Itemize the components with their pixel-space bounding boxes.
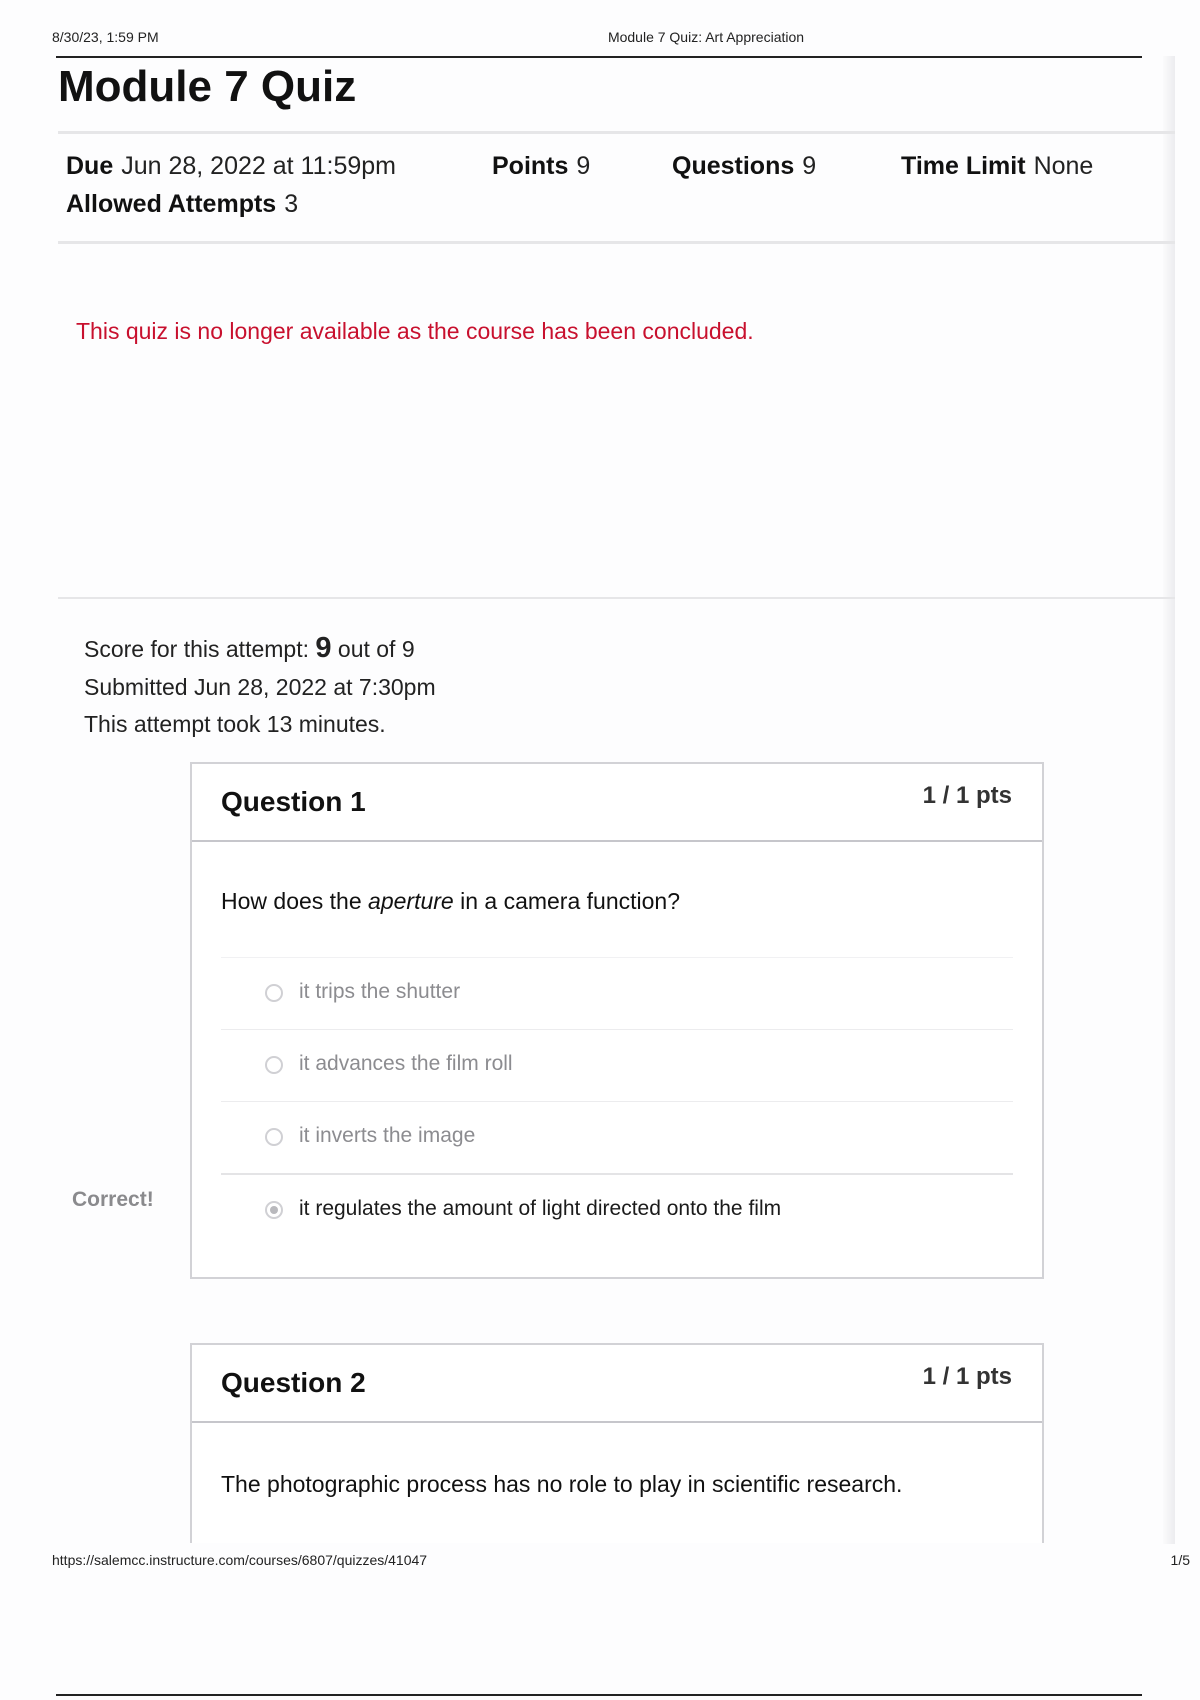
question-text-start: How does the xyxy=(221,888,369,914)
page-title: Module 7 Quiz xyxy=(58,62,357,111)
question-text: The photographic process has no role to play in scientific research. xyxy=(221,1471,903,1497)
radio-button[interactable] xyxy=(265,1056,283,1074)
questions-value: 9 xyxy=(802,152,817,180)
time-limit-label: Time Limit xyxy=(901,152,1026,180)
print-date: 8/30/23, 1:59 PM xyxy=(52,29,159,45)
radio-button[interactable] xyxy=(265,984,283,1002)
attempt-divider xyxy=(58,597,1175,599)
answer-option-selected xyxy=(221,1173,1013,1247)
due-date xyxy=(66,152,396,181)
time-limit-value: None xyxy=(1033,152,1094,180)
points-value: 9 xyxy=(576,152,591,180)
allowed-attempts xyxy=(66,190,298,219)
attempt-score xyxy=(84,632,415,665)
print-url: https://salemcc.instructure.com/courses/6807/quizzes/41047 xyxy=(52,1552,428,1568)
question-card-2 xyxy=(190,1343,1044,1543)
next-page-divider xyxy=(56,1694,1142,1696)
score-prefix: Score for this attempt: xyxy=(84,636,309,662)
question-card-1 xyxy=(190,762,1044,1279)
submitted-date: Submitted Jun 28, 2022 at 7:30pm xyxy=(84,674,436,700)
answer-label: it trips the shutter xyxy=(299,980,461,1003)
page-edge-shadow xyxy=(1163,56,1175,1544)
question-header xyxy=(192,764,1042,842)
question-title: Question 1 xyxy=(221,786,366,817)
print-page-number: 1/5 xyxy=(1170,1552,1190,1568)
answer-option xyxy=(221,1101,1013,1174)
title-divider xyxy=(58,131,1175,134)
print-document-title: Module 7 Quiz: Art Appreciation xyxy=(607,29,805,45)
header-divider xyxy=(56,56,1142,58)
due-value: Jun 28, 2022 at 11:59pm xyxy=(121,152,396,180)
questions-info xyxy=(672,152,816,181)
question-title: Question 2 xyxy=(221,1367,366,1398)
attempts-value: 3 xyxy=(284,190,299,218)
attempt-duration: This attempt took 13 minutes. xyxy=(84,711,386,737)
answer-option xyxy=(221,1029,1013,1102)
answer-label: it advances the film roll xyxy=(299,1052,513,1075)
answer-label: it regulates the amount of light directed onto the film xyxy=(299,1197,782,1220)
question-header xyxy=(192,1345,1042,1423)
correct-indicator: Correct! xyxy=(72,1188,154,1211)
question-points: 1 / 1 pts xyxy=(922,1363,1012,1390)
question-text-emphasis: aperture xyxy=(368,888,454,914)
question-points: 1 / 1 pts xyxy=(922,782,1012,809)
question-text-end: in a camera function? xyxy=(453,888,680,914)
answer-label: it inverts the image xyxy=(299,1124,476,1147)
score-suffix: out of 9 xyxy=(337,636,415,662)
radio-button-selected[interactable] xyxy=(265,1201,283,1219)
points-info xyxy=(492,152,590,181)
due-label: Due xyxy=(66,152,114,180)
question-text xyxy=(221,888,680,915)
radio-button[interactable] xyxy=(265,1128,283,1146)
score-value: 9 xyxy=(315,632,332,664)
course-concluded-notice: This quiz is no longer available as the course has been concluded. xyxy=(76,318,754,344)
attempts-label: Allowed Attempts xyxy=(66,190,277,218)
points-label: Points xyxy=(492,152,569,180)
time-limit-info xyxy=(901,152,1093,181)
meta-divider xyxy=(58,241,1175,244)
answer-option xyxy=(221,957,1013,1030)
questions-label: Questions xyxy=(672,152,795,180)
